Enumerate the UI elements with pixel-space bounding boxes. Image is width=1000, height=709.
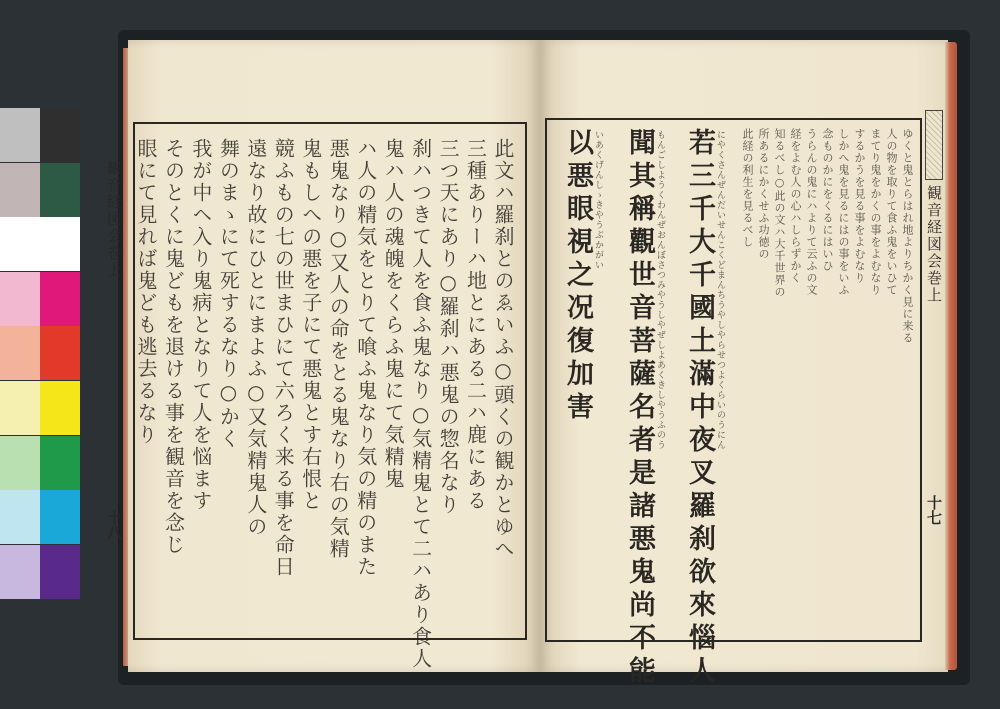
color-swatch	[0, 490, 40, 544]
right-page-edge	[945, 42, 957, 670]
color-swatch	[0, 381, 40, 435]
left-text-column: 我が中ヘ入り鬼病となりて人を悩ます	[188, 138, 213, 512]
commentary-column: 経をよむ人の心ハしらずかく	[789, 128, 802, 284]
left-text-column: 鬼ハ人の魂魄をくらふ鬼にて気精鬼	[381, 138, 406, 490]
left-text-column: そのとくに鬼どもを退ける事を観音を念じ	[161, 138, 186, 556]
color-swatch	[40, 490, 80, 544]
sutra-column: 若三千大千國土滿中夜叉羅刹欲來惱人	[684, 128, 715, 689]
left-text-column: 三つ天にあり○羅刹ハ悪鬼の惣名なり	[436, 138, 461, 516]
commentary-column: 人の物を取りて食ふ鬼をいひて	[885, 128, 898, 296]
left-text-column: ハ人の精気をとりて喰ふ鬼なり気の精のまた	[353, 138, 378, 578]
color-swatch	[40, 436, 80, 490]
commentary-column: ゆくと鬼とらはれ地よりちかく見に来る	[901, 128, 914, 344]
color-swatch	[40, 272, 80, 326]
color-swatch	[0, 163, 40, 217]
color-swatch	[40, 381, 80, 435]
color-swatch	[0, 217, 40, 271]
furigana-column: いあくげんしゝきやうぶかがい	[593, 130, 603, 270]
margin-hatch-mark	[925, 110, 943, 180]
color-swatch	[40, 545, 80, 599]
furigana-column: もんごしようくわんぜおんぼさつみやうしやぜしよあくきしやうふのう	[655, 130, 665, 450]
color-swatch	[0, 108, 40, 162]
left-text-column: 競ふもの七の世まひにて六ろく来る事を命日	[271, 138, 296, 578]
color-swatch	[0, 272, 40, 326]
left-text-column: 眼にて見れば鬼ども逃去るなり	[134, 138, 158, 446]
color-swatch	[40, 108, 80, 162]
sutra-column: 聞其稱觀世音菩薩名者是諸悪鬼尚不能	[624, 128, 655, 689]
commentary-column: 知るべし○此の文ハ大千世界の	[773, 128, 786, 298]
left-text-column: 此文ハ羅刹とのゑいふ○頭くの観かとゆへ	[491, 138, 515, 560]
left-text-column: 三種ありーハ地とにある二ハ鹿にある	[463, 138, 488, 512]
color-swatch	[0, 326, 40, 380]
left-text-column: 鬼もしへの悪を子にて悪鬼とす右恨と	[298, 138, 323, 512]
furigana-column: にやくさんぜんだいせんこくどまんちうやしやらせつよくらいのうにん	[715, 130, 725, 450]
commentary-column: まてり鬼をかくの事をよむなり	[869, 128, 882, 296]
color-calibration-strip	[0, 108, 80, 600]
left-text-column: 舞のまゝにて死するなり○かく	[216, 138, 241, 450]
left-text-column: 悪鬼なり○又人の命をとる鬼なり右の気精	[326, 138, 351, 560]
commentary-column: 所あるにかくせふ功徳の	[757, 128, 770, 260]
right-margin-title: 観音経図会巻上	[925, 185, 943, 304]
color-swatch	[40, 326, 80, 380]
left-margin-title: 観音経図会巻上	[105, 160, 123, 279]
commentary-column: しかへ鬼を見るにはの事をいふ	[837, 128, 850, 296]
commentary-column: 此経の利生を見るべし	[741, 128, 754, 248]
color-swatch	[0, 436, 40, 490]
commentary-column: うらんの鬼にハよりて云ふの文	[805, 128, 818, 296]
left-page-number: 十八	[105, 510, 123, 540]
left-text-column: 遠なり故にひとにまよふ○又気精鬼人の	[243, 138, 268, 538]
color-swatch	[40, 163, 80, 217]
right-page-number: 十七	[925, 495, 943, 525]
commentary-column: するかうを見る事をよむなり	[853, 128, 866, 284]
sutra-column: 以悪眼視之况復加害	[562, 128, 593, 425]
commentary-column: 念ものかにをくるにはいひ	[821, 128, 834, 272]
left-text-column: 刹ハつきて人を食ふ鬼なり○気精鬼とて二ハあり食人	[408, 138, 433, 670]
color-swatch	[40, 217, 80, 271]
color-swatch	[0, 545, 40, 599]
